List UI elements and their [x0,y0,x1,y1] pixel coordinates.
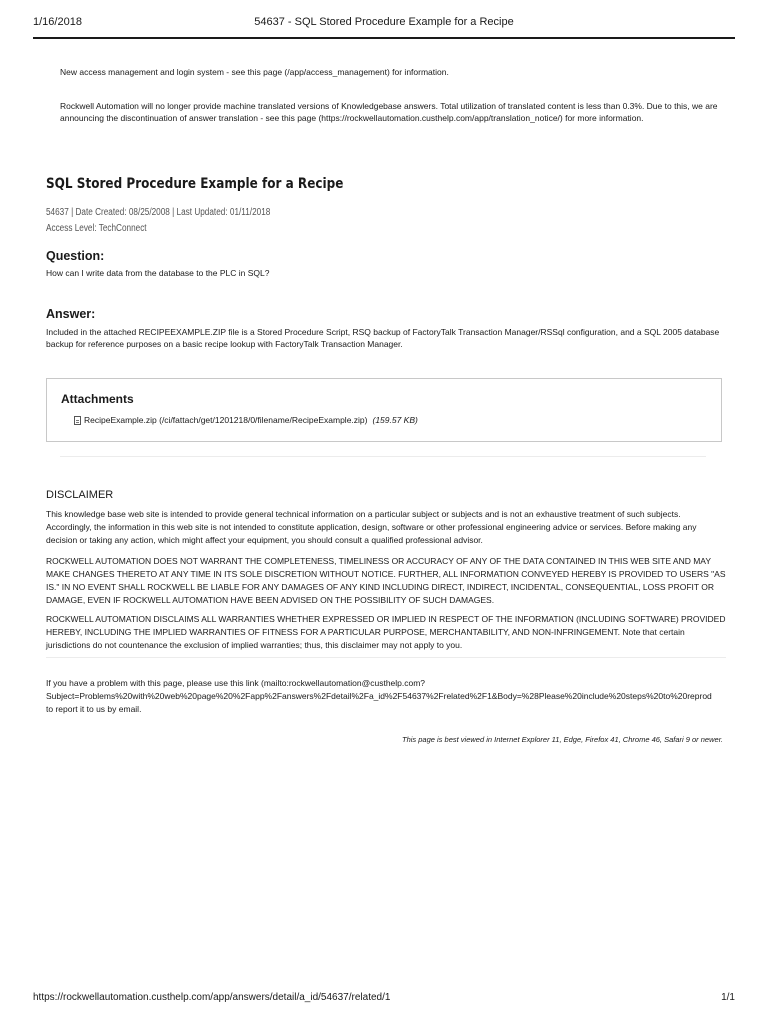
problem-report-line: If you have a problem with this page, please use this link (mailto:rockwellautomation@custhelp.com? [46,678,426,688]
print-footer-page: 1/1 [721,992,735,1003]
attachments-heading: Attachments [61,392,134,406]
answer-text: Included in the attached RECIPEEXAMPLE.ZIP file is a Stored Procedure Script, RSQ backup of FactoryTalk Transaction Manager/RSSql configuration, and a SQL 2005 database backup for reference purposes on a basic recipe lookup with FactoryTalk Transaction Manager. [46,327,720,349]
access-level: Access Level: TechConnect [46,223,147,234]
attachment-size: (159.57 KB) [372,415,418,425]
print-header-title: 54637 - SQL Stored Procedure Example for a Recipe [254,16,514,28]
problem-report-link[interactable]: Subject=Problems%20with%20web%20page%20%2Fapp%2Fanswers%2Fdetail%2Fa_id%2F54637%2Frelated%2F1&Body=%28Please%20include%20steps%20to%20reprod [46,691,712,701]
divider [60,456,706,457]
notice-access-management: New access management and login system - see this page (/app/access_management) for information. [60,67,449,77]
print-footer-url: https://rockwellautomation.custhelp.com/app/answers/detail/a_id/54637/related/1 [33,992,391,1003]
divider [46,657,726,658]
problem-report [46,677,746,716]
print-header-date: 1/16/2018 [33,16,82,28]
problem-report-line: to report it to us by email. [46,704,142,714]
attachment-item[interactable] [74,415,418,425]
disclaimer-paragraph: ROCKWELL AUTOMATION DISCLAIMS ALL WARRANTIES WHETHER EXPRESSED OR IMPLIED IN RESPECT OF THE INFORMATION (INCLUDING SOFTWARE) PROVIDED HEREBY, INCLUDING THE IMPLIED WARRANTIES OF FITNESS FOR A PARTICULAR PURPOSE, MERCHANTABILITY, AND NON-INFRINGEMENT. Note that certain jurisdictions do not countenance the exclusion of implied warranties; thus, this disclaimer may not apply to you. [46,614,726,650]
attachment-link[interactable]: RecipeExample.zip (/ci/fattach/get/1201218/0/filename/RecipeExample.zip) [84,415,368,425]
attachments-panel [46,378,722,442]
question-text: How can I write data from the database to the PLC in SQL? [46,268,270,278]
answer-heading: Answer: [46,307,96,321]
disclaimer-paragraph: This knowledge base web site is intended to provide general technical information on a particular subject or subjects and is not an exhaustive treatment of such subjects. Accordingly, the information in this web site is not intended to constitute application, design, software or other professional engineering advice or services. Before making any decision or taking any action, which might affect your equipment, you should consult a qualified professional advisor. [46,509,697,545]
notice-translation: Rockwell Automation will no longer provide machine translated versions of Knowledgebase answers. Total utilization of translated content is less than 0.3%. Due to this, we are announcing the discontinuation of answer translation - see this page (https://rockwellautomation.custhelp.com/app/translation_notice/) for more information. [60,101,718,123]
disclaimer-paragraph: ROCKWELL AUTOMATION DOES NOT WARRANT THE COMPLETENESS, TIMELINESS OR ACCURACY OF ANY OF THE DATA CONTAINED IN THIS WEB SITE AND MAY MAKE CHANGES THERETO AT ANY TIME IN ITS SOLE DISCRETION WITHOUT NOTICE. FURTHER, ALL INFORMATION CONVEYED HEREBY IS PROVIDED TO USERS "AS IS." IN NO EVENT SHALL ROCKWELL BE LIABLE FOR ANY DAMAGES OF ANY KIND INCLUDING DIRECT, INDIRECT, INCIDENTAL, CONSEQUENTIAL, LOSS PROFIT OR DAMAGE, EVEN IF ROCKWELL AUTOMATION HAVE BEEN ADVISED ON THE POSSIBILITY OF SUCH DAMAGES. [46,556,726,605]
article-title: SQL Stored Procedure Example for a Recipe [46,176,344,192]
disclaimer-heading: DISCLAIMER [46,489,114,501]
browser-note: This page is best viewed in Internet Explorer 11, Edge, Firefox 41, Chrome 46, Safari 9 or newer. [402,735,723,744]
article-meta: 54637 | Date Created: 08/25/2008 | Last Updated: 01/11/2018 [46,207,271,218]
question-heading: Question: [46,249,105,263]
header-divider [33,37,735,39]
file-icon [74,416,81,425]
